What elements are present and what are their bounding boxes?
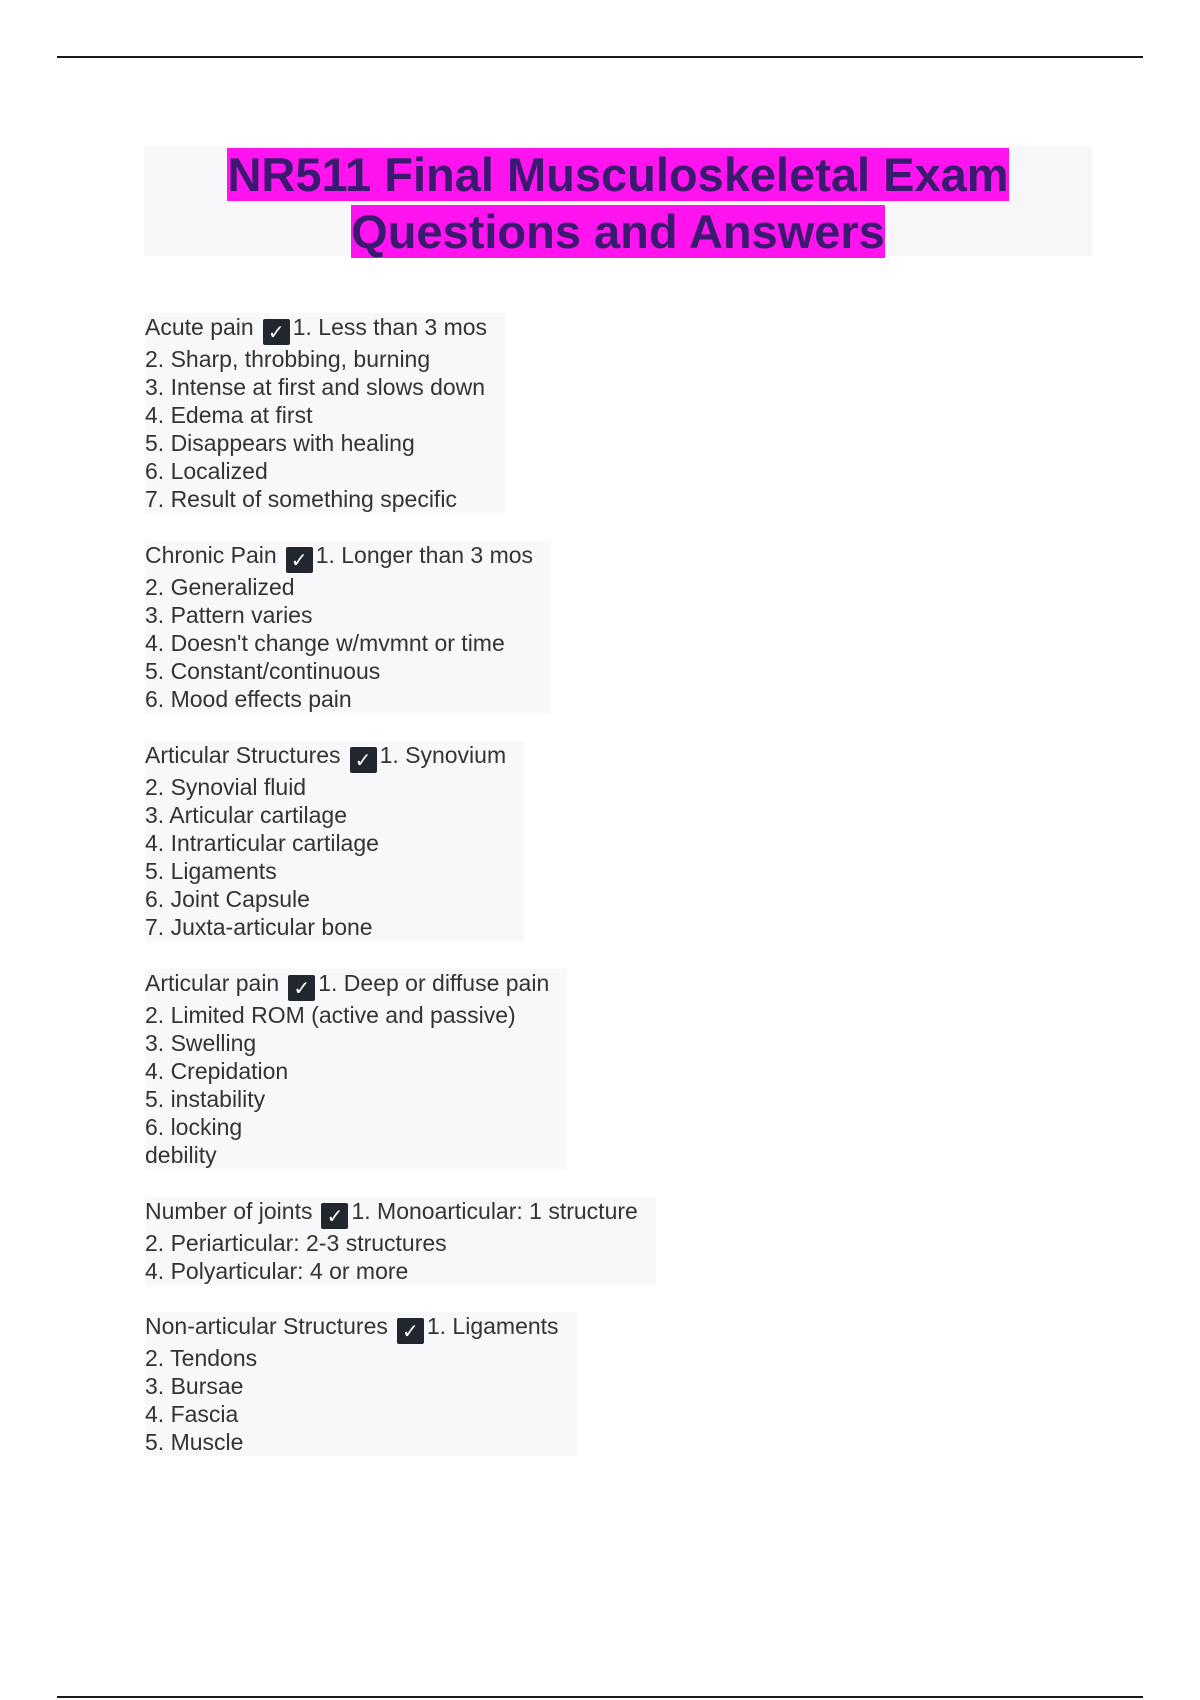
checkmark-icon: ✓: [397, 1318, 424, 1344]
qa-answer-item: 6. Localized: [145, 458, 268, 484]
qa-answer-item: 7. Result of something specific: [145, 486, 457, 512]
qa-answer-item: 3. Intense at first and slows down: [145, 374, 486, 400]
qa-first-line: [145, 1312, 559, 1344]
qa-answer-item: 5. Constant/continuous: [145, 658, 381, 684]
qa-block-articular-structures: [145, 741, 524, 941]
top-rule: [57, 56, 1143, 58]
title-banner: [144, 146, 1092, 256]
qa-answer-item: 6. Mood effects pain: [145, 686, 352, 712]
qa-first-line: [145, 541, 533, 573]
qa-answer-item: 7. Juxta-articular bone: [145, 914, 373, 940]
qa-answer-item: 1. Ligaments: [426, 1313, 559, 1339]
qa-term: Non-articular Structures: [145, 1313, 388, 1339]
qa-answer-item: 6. locking: [145, 1114, 243, 1140]
qa-answer-item: 4. Polyarticular: 4 or more: [145, 1258, 409, 1284]
qa-answer-item: 2. Synovial fluid: [145, 774, 307, 800]
qa-answer-item: 1. Deep or diffuse pain: [318, 970, 550, 996]
qa-block-articular-pain: [145, 969, 567, 1169]
qa-term: Acute pain: [145, 314, 254, 340]
checkmark-icon: ✓: [286, 547, 313, 573]
qa-block-chronic-pain: [145, 541, 551, 713]
qa-answer-item: 6. Joint Capsule: [145, 886, 310, 912]
qa-answer-item: 1. Less than 3 mos: [292, 314, 488, 340]
qa-answer-item: 4. Fascia: [145, 1401, 239, 1427]
bottom-rule: [57, 1696, 1143, 1698]
checkmark-icon: ✓: [263, 319, 290, 345]
qa-answer-item: 5. Ligaments: [145, 858, 277, 884]
qa-answer-item: 2. Periarticular: 2-3 structures: [145, 1230, 447, 1256]
qa-answer-item: 4. Intrarticular cartilage: [145, 830, 379, 856]
qa-block-non-articular-structures: [145, 1312, 577, 1456]
qa-first-line: [145, 313, 487, 345]
qa-answer-item: 3. Pattern varies: [145, 602, 313, 628]
qa-first-line: [145, 741, 506, 773]
qa-answer-item: 1. Monoarticular: 1 structure: [351, 1198, 638, 1224]
title-line-2: Questions and Answers: [351, 205, 885, 258]
qa-answer-item: 4. Crepidation: [145, 1058, 289, 1084]
checkmark-icon: ✓: [350, 747, 377, 773]
qa-term: Articular pain: [145, 970, 280, 996]
qa-answer-item: 3. Articular cartilage: [145, 802, 347, 828]
qa-term: Number of joints: [145, 1198, 313, 1224]
qa-block-acute-pain: [145, 313, 505, 513]
qa-first-line: [145, 969, 549, 1001]
qa-answer-item: 3. Swelling: [145, 1030, 257, 1056]
checkmark-icon: ✓: [288, 975, 315, 1001]
qa-answer-item: 2. Tendons: [145, 1345, 258, 1371]
qa-first-line: [145, 1197, 638, 1229]
qa-answer-item: 2. Limited ROM (active and passive): [145, 1002, 516, 1028]
qa-answer-item: 5. Muscle: [145, 1429, 244, 1455]
qa-answer-item: 4. Edema at first: [145, 402, 313, 428]
title-line-1: NR511 Final Musculoskeletal Exam: [227, 148, 1009, 201]
qa-block-number-of-joints: [145, 1197, 656, 1285]
qa-answer-item: 2. Sharp, throbbing, burning: [145, 346, 431, 372]
qa-answer-item: 3. Bursae: [145, 1373, 244, 1399]
qa-answer-item: 5. instability: [145, 1086, 266, 1112]
document-title: [227, 148, 1008, 258]
qa-answer-item: 2. Generalized: [145, 574, 295, 600]
qa-term: Articular Structures: [145, 742, 341, 768]
qa-term: Chronic Pain: [145, 542, 277, 568]
qa-answer-item: 1. Longer than 3 mos: [315, 542, 534, 568]
qa-answer-item: 4. Doesn't change w/mvmnt or time: [145, 630, 505, 656]
qa-answer-item: 5. Disappears with healing: [145, 430, 415, 456]
qa-answer-item: 1. Synovium: [379, 742, 507, 768]
qa-answer-item: debility: [145, 1142, 217, 1168]
checkmark-icon: ✓: [321, 1203, 348, 1229]
